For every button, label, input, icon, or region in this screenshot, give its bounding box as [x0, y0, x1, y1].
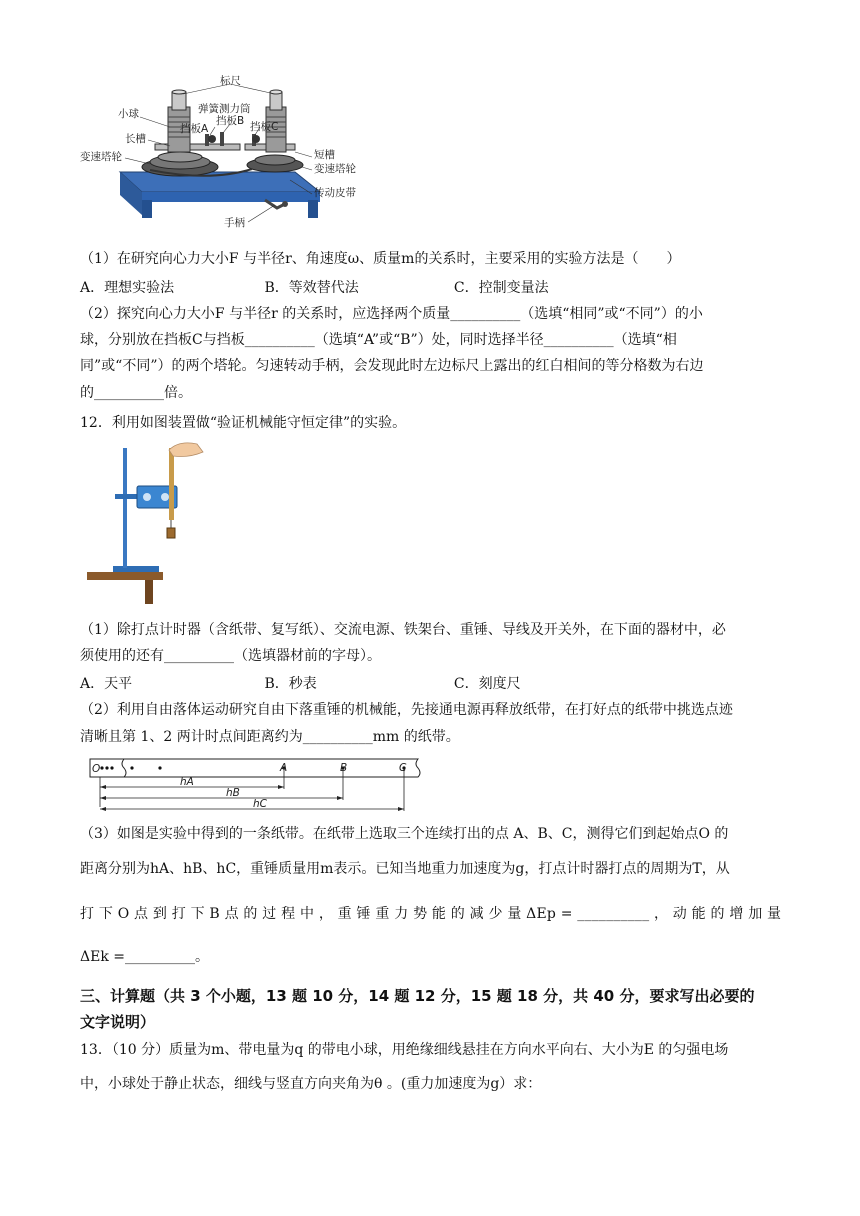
- label-baffle-c: 挡板C: [250, 121, 279, 133]
- label-baffle-a: 挡板A: [180, 123, 209, 135]
- q11-part1: （1）在研究向心力大小F 与半径r、角速度ω、质量m的关系时，主要采用的实验方法是（ ）: [80, 251, 681, 267]
- label-belt: 传动皮带: [314, 187, 356, 199]
- label-tower-left: 变速塔轮: [80, 151, 122, 163]
- label-tower-right: 变速塔轮: [314, 163, 356, 175]
- iron-stand-diagram: [85, 440, 215, 605]
- q13-line1: 13．（10 分）质量为m、带电量为q 的带电小球，用绝缘细线悬挂在方向水平向右、大小为E 的匀强电场: [80, 1042, 729, 1058]
- q11-part2-line4: 的__________倍。: [80, 385, 192, 401]
- q12-part1-options: [80, 673, 521, 693]
- tape-label-hb: hB: [226, 787, 240, 799]
- tape-label-o: O: [92, 763, 101, 775]
- section3-title-line1: 三、计算题（共 3 个小题，13 题 10 分，14 题 12 分，15 题 18 分，共 40 分，要求写出必要的: [80, 987, 755, 1005]
- option-a: A．天平: [80, 676, 133, 692]
- free-fall-apparatus-figure: [85, 440, 215, 605]
- label-ball: 小球: [118, 108, 139, 120]
- q12-part2-line1: （2）利用自由落体运动研究自由下落重锤的机械能，先接通电源再释放纸带，在打好点的纸带中挑选点迹: [80, 702, 733, 718]
- apparatus-labels: [80, 72, 410, 242]
- paper-tape-figure: [88, 757, 423, 817]
- label-baffle-b: 挡板B: [216, 115, 245, 127]
- tape-label-hc: hC: [253, 798, 267, 810]
- tape-label-ha: hA: [180, 776, 194, 788]
- label-short-slot: 短槽: [314, 149, 335, 161]
- option-c: C．刻度尺: [453, 676, 521, 692]
- label-handle: 手柄: [224, 217, 245, 229]
- tape-label-a: A: [280, 762, 288, 774]
- q12-part2-line2: 清晰且第 1、2 两计时点间距离约为__________mm 的纸带。: [80, 729, 460, 745]
- q12-part1-line2: 须使用的还有__________（选填器材前的字母）。: [80, 648, 381, 664]
- tape-label-b: B: [340, 762, 348, 774]
- label-ruler: 标尺: [220, 75, 241, 87]
- q12-part3-line1: （3）如图是实验中得到的一条纸带。在纸带上选取三个连续打出的点 A、B、C，测得它们到起始点O 的: [80, 826, 729, 842]
- q11-part2-line1: （2）探究向心力大小F 与半径r 的关系时，应选择两个质量__________（选填“相同”或“不同”）的小: [80, 306, 703, 322]
- label-spring: 弹簧测力筒: [198, 103, 251, 115]
- centripetal-apparatus-figure: [80, 72, 410, 242]
- q13-line2: 中，小球处于静止状态，细线与竖直方向夹角为θ 。(重力加速度为g）求：: [80, 1076, 542, 1092]
- q12-part3-line3: 打 下 O 点 到 打 下 B 点 的 过 程 中 ， 重 锤 重 力 势 能 的 减 少 量 ΔEp = __________ ， 动 能 的 增 加 量: [80, 906, 782, 922]
- paper-tape-diagram: [88, 757, 423, 817]
- option-b: B．等效替代法: [264, 280, 359, 296]
- tape-label-c: C: [399, 762, 407, 774]
- option-c: C．控制变量法: [453, 280, 549, 296]
- q12-part3-line4: ΔEk =__________。: [80, 949, 209, 965]
- option-a: A．理想实验法: [80, 280, 175, 296]
- label-long-slot: 长槽: [125, 133, 146, 145]
- q12-part3-line2: 距离分别为hA、hB、hC，重锤质量用m表示。已知当地重力加速度为g，打点计时器打点的周期为T，从: [80, 861, 730, 877]
- q12-part1-line1: （1）除打点计时器（含纸带、复写纸）、交流电源、铁架台、重锤、导线及开关外，在下面的器材中，必: [80, 622, 726, 638]
- section3-title-line2: 文字说明）: [80, 1013, 156, 1031]
- q11-part2-line2: 球，分别放在挡板C与挡板__________（选填“A”或“B”）处，同时选择半径__________（选填“相: [80, 332, 677, 348]
- q11-part2-line3: 同”或“不同”）的两个塔轮。匀速转动手柄，会发现此时左边标尺上露出的红白相间的等分格数为右边: [80, 358, 704, 374]
- q12-title: 12．利用如图装置做“验证机械能守恒定律”的实验。: [80, 415, 407, 431]
- option-b: B．秒表: [264, 676, 317, 692]
- q11-part1-options: [80, 277, 549, 297]
